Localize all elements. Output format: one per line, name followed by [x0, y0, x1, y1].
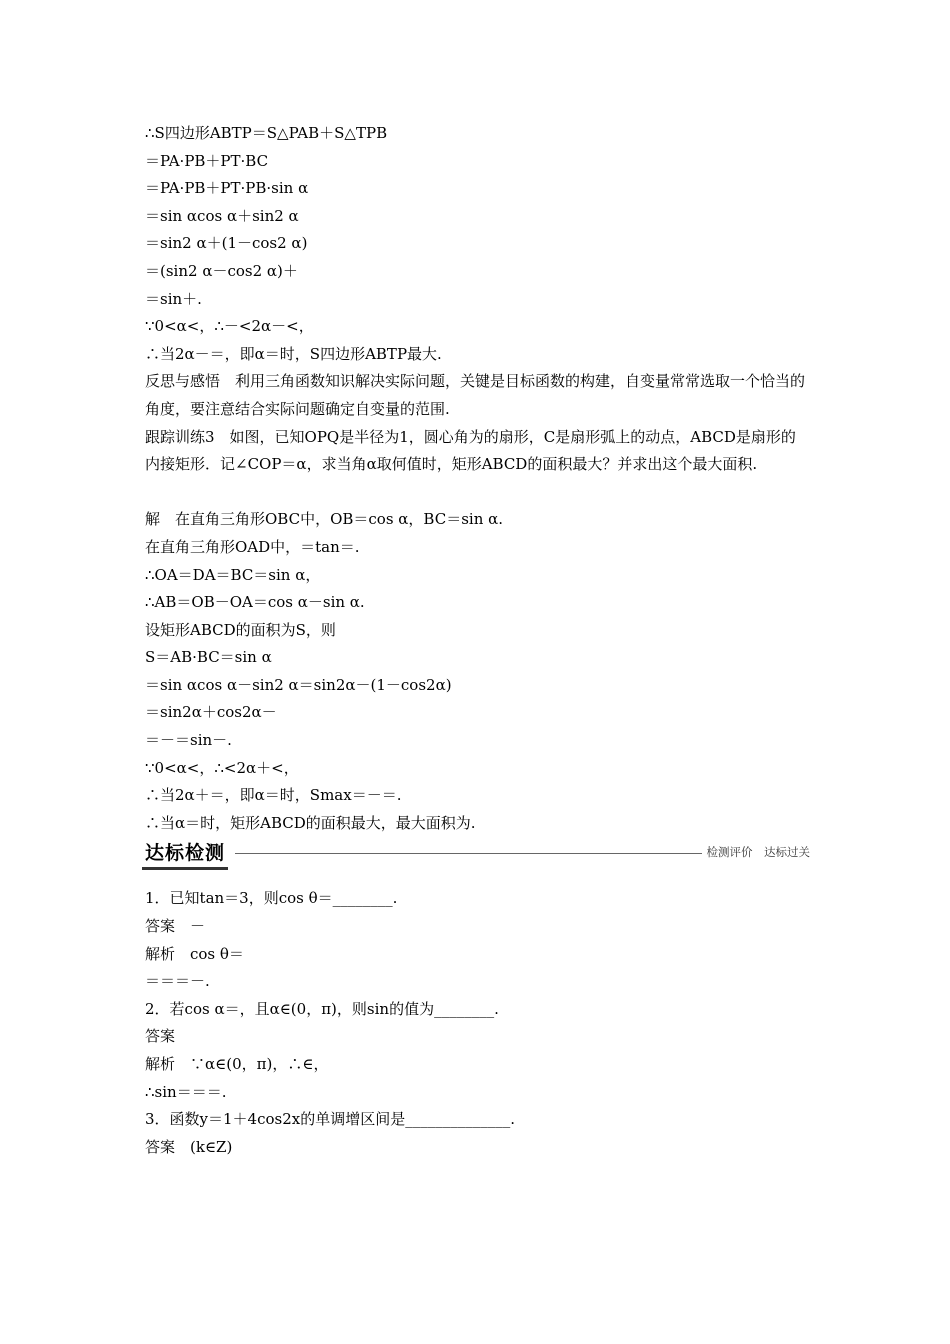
- derivation-line: ＝PA·PB＋PT·PB·sin α: [145, 179, 309, 198]
- solution-line: ＝sin2α＋cos2α－: [145, 703, 277, 722]
- solution-line: ∴OA＝DA＝BC＝sin α，: [145, 565, 321, 584]
- check-questions: [145, 885, 810, 1161]
- solution-line: ＝sin αcos α－sin2 α＝sin2α－(1－cos2α): [145, 675, 452, 694]
- derivation-line: ＝sin2 α＋(1－cos2 α): [145, 234, 308, 253]
- analysis-line: ＝＝＝－.: [145, 972, 210, 991]
- section-subtitle: 检测评价 达标过关: [706, 845, 810, 860]
- question-line: 3．函数y＝1＋4cos2x的单调增区间是______________.: [145, 1110, 516, 1129]
- solution-derivation: [145, 120, 810, 368]
- document-page: [145, 120, 810, 1161]
- exercise-3-solution: [145, 506, 810, 837]
- analysis-line: 解析 cos θ＝: [145, 944, 244, 963]
- solution-line: S＝AB·BC＝sin α: [145, 648, 272, 667]
- analysis-line: ∴sin＝＝＝.: [145, 1082, 227, 1101]
- reflection-paragraph: 反思与感悟 利用三角函数知识解决实际问题，关键是目标函数的构建，自变量常常选取一个恰当的角度，要注意结合实际问题确定自变量的范围.: [145, 372, 806, 418]
- solution-line: 设矩形ABCD的面积为S，则: [145, 620, 336, 639]
- derivation-line: ＝sin＋.: [145, 289, 202, 308]
- derivation-line: ∴当2α－＝，即α＝时，S四边形ABTP最大.: [145, 344, 442, 363]
- answer-line: 答案 －: [145, 917, 206, 936]
- derivation-line: ＝(sin2 α－cos2 α)＋: [145, 261, 298, 280]
- derivation-line: ＝sin αcos α＋sin2 α: [145, 206, 299, 225]
- answer-line: 答案 (k∈Z): [145, 1137, 233, 1156]
- solution-line: ＝－＝sin－.: [145, 731, 232, 750]
- solution-line: ∴当α＝时，矩形ABCD的面积最大，最大面积为.: [145, 813, 476, 832]
- question-line: 1．已知tan＝3，则cos θ＝________.: [145, 889, 398, 908]
- banner-divider: [235, 853, 702, 854]
- derivation-line: ∵0<α<，∴－<2α－<，: [145, 317, 314, 336]
- solution-line: 在直角三角形OAD中，＝tan＝.: [145, 537, 360, 556]
- derivation-line: ＝PA·PB＋PT·BC: [145, 151, 269, 170]
- solution-line: 解 在直角三角形OBC中，OB＝cos α，BC＝sin α.: [145, 510, 504, 529]
- analysis-line: 解析 ∵α∈(0，π)，∴∈，: [145, 1055, 329, 1073]
- question-line: 2．若cos α＝，且α∈(0，π)，则sin的值为________.: [145, 999, 499, 1018]
- exercise-3-paragraph: 跟踪训练3 如图，已知OPQ是半径为1，圆心角为的扇形，C是扇形弧上的动点，ABCD是扇形的内接矩形．记∠COP＝α，求当角α取何值时，矩形ABCD的面积最大？并求出这个最大面积.: [145, 427, 796, 474]
- solution-line: ∵0<α<，∴<2α＋<，: [145, 758, 299, 777]
- spacer: [145, 479, 810, 507]
- derivation-line: ∴S四边形ABTP＝S△PAB＋S△TPB: [145, 124, 388, 142]
- section-title: 达标检测: [142, 841, 228, 870]
- section-banner: [145, 841, 810, 871]
- solution-line: ∴当2α＋＝，即α＝时，Smax＝－＝.: [145, 786, 402, 805]
- solution-line: ∴AB＝OB－OA＝cos α－sin α.: [145, 593, 365, 612]
- answer-line: 答案: [145, 1027, 176, 1046]
